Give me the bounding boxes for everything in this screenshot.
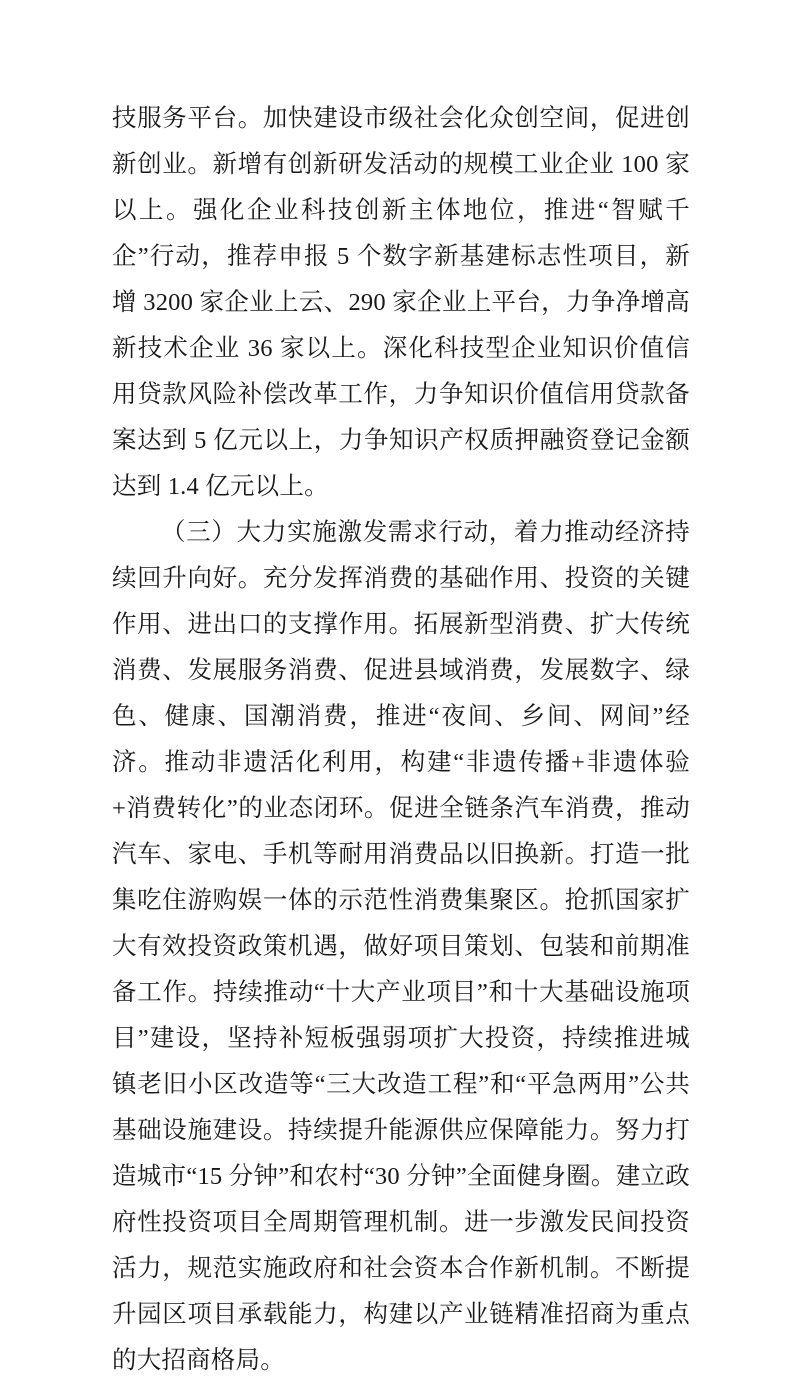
paragraph-2: （三）大力实施激发需求行动，着力推动经济持续回升向好。充分发挥消费的基础作用、投资的关键作用、进出口的支撑作用。拓展新型消费、扩大传统消费、发展服务消费、促进县域消费，发展数字、绿色、健康、国潮消费，推进“夜间、乡间、网间”经济。推动非遗活化利用，构建“非遗传播+非遗体验+消费转化”的业态闭环。促进全链条汽车消费，推动汽车、家电、手机等耐用消费品以旧换新。打造一批集吃住游购娱一体的示范性消费集聚区。抢抓国家扩大有效投资政策机遇，做好项目策划、包装和前期准备工作。持续推动“十大产业项目”和十大基础设施项目”建设，坚持补短板强弱项扩大投资，持续推进城镇老旧小区改造等“三大改造工程”和“平急两用”公共基础设施建设。持续提升能源供应保障能力。努力打造城市“15 分钟”和农村“30 分钟”全面健身圈。建立政府性投资项目全周期管理机制。进一步激发民间投资活力，规范实施政府和社会资本合作新机制。不断提升园区项目承载能力，构建以产业链精准招商为重点的大招商格局。	[112, 519, 690, 1374]
paragraph-1: 技服务平台。加快建设市级社会化众创空间，促进创新创业。新增有创新研发活动的规模工业企业 100 家以上。强化企业科技创新主体地位，推进“智赋千企”行动，推荐申报 5 个数字新基建标志性项目，新增 3200 家企业上云、290 家企业上平台，力争净增高新技术企业 36 家以上。深化科技型企业知识价值信用贷款风险补偿改革工作，力争知识价值信用贷款备案达到 5 亿元以上，力争知识产权质押融资登记金额达到 1.4 亿元以上。	[112, 105, 690, 500]
document-body	[112, 96, 690, 1384]
